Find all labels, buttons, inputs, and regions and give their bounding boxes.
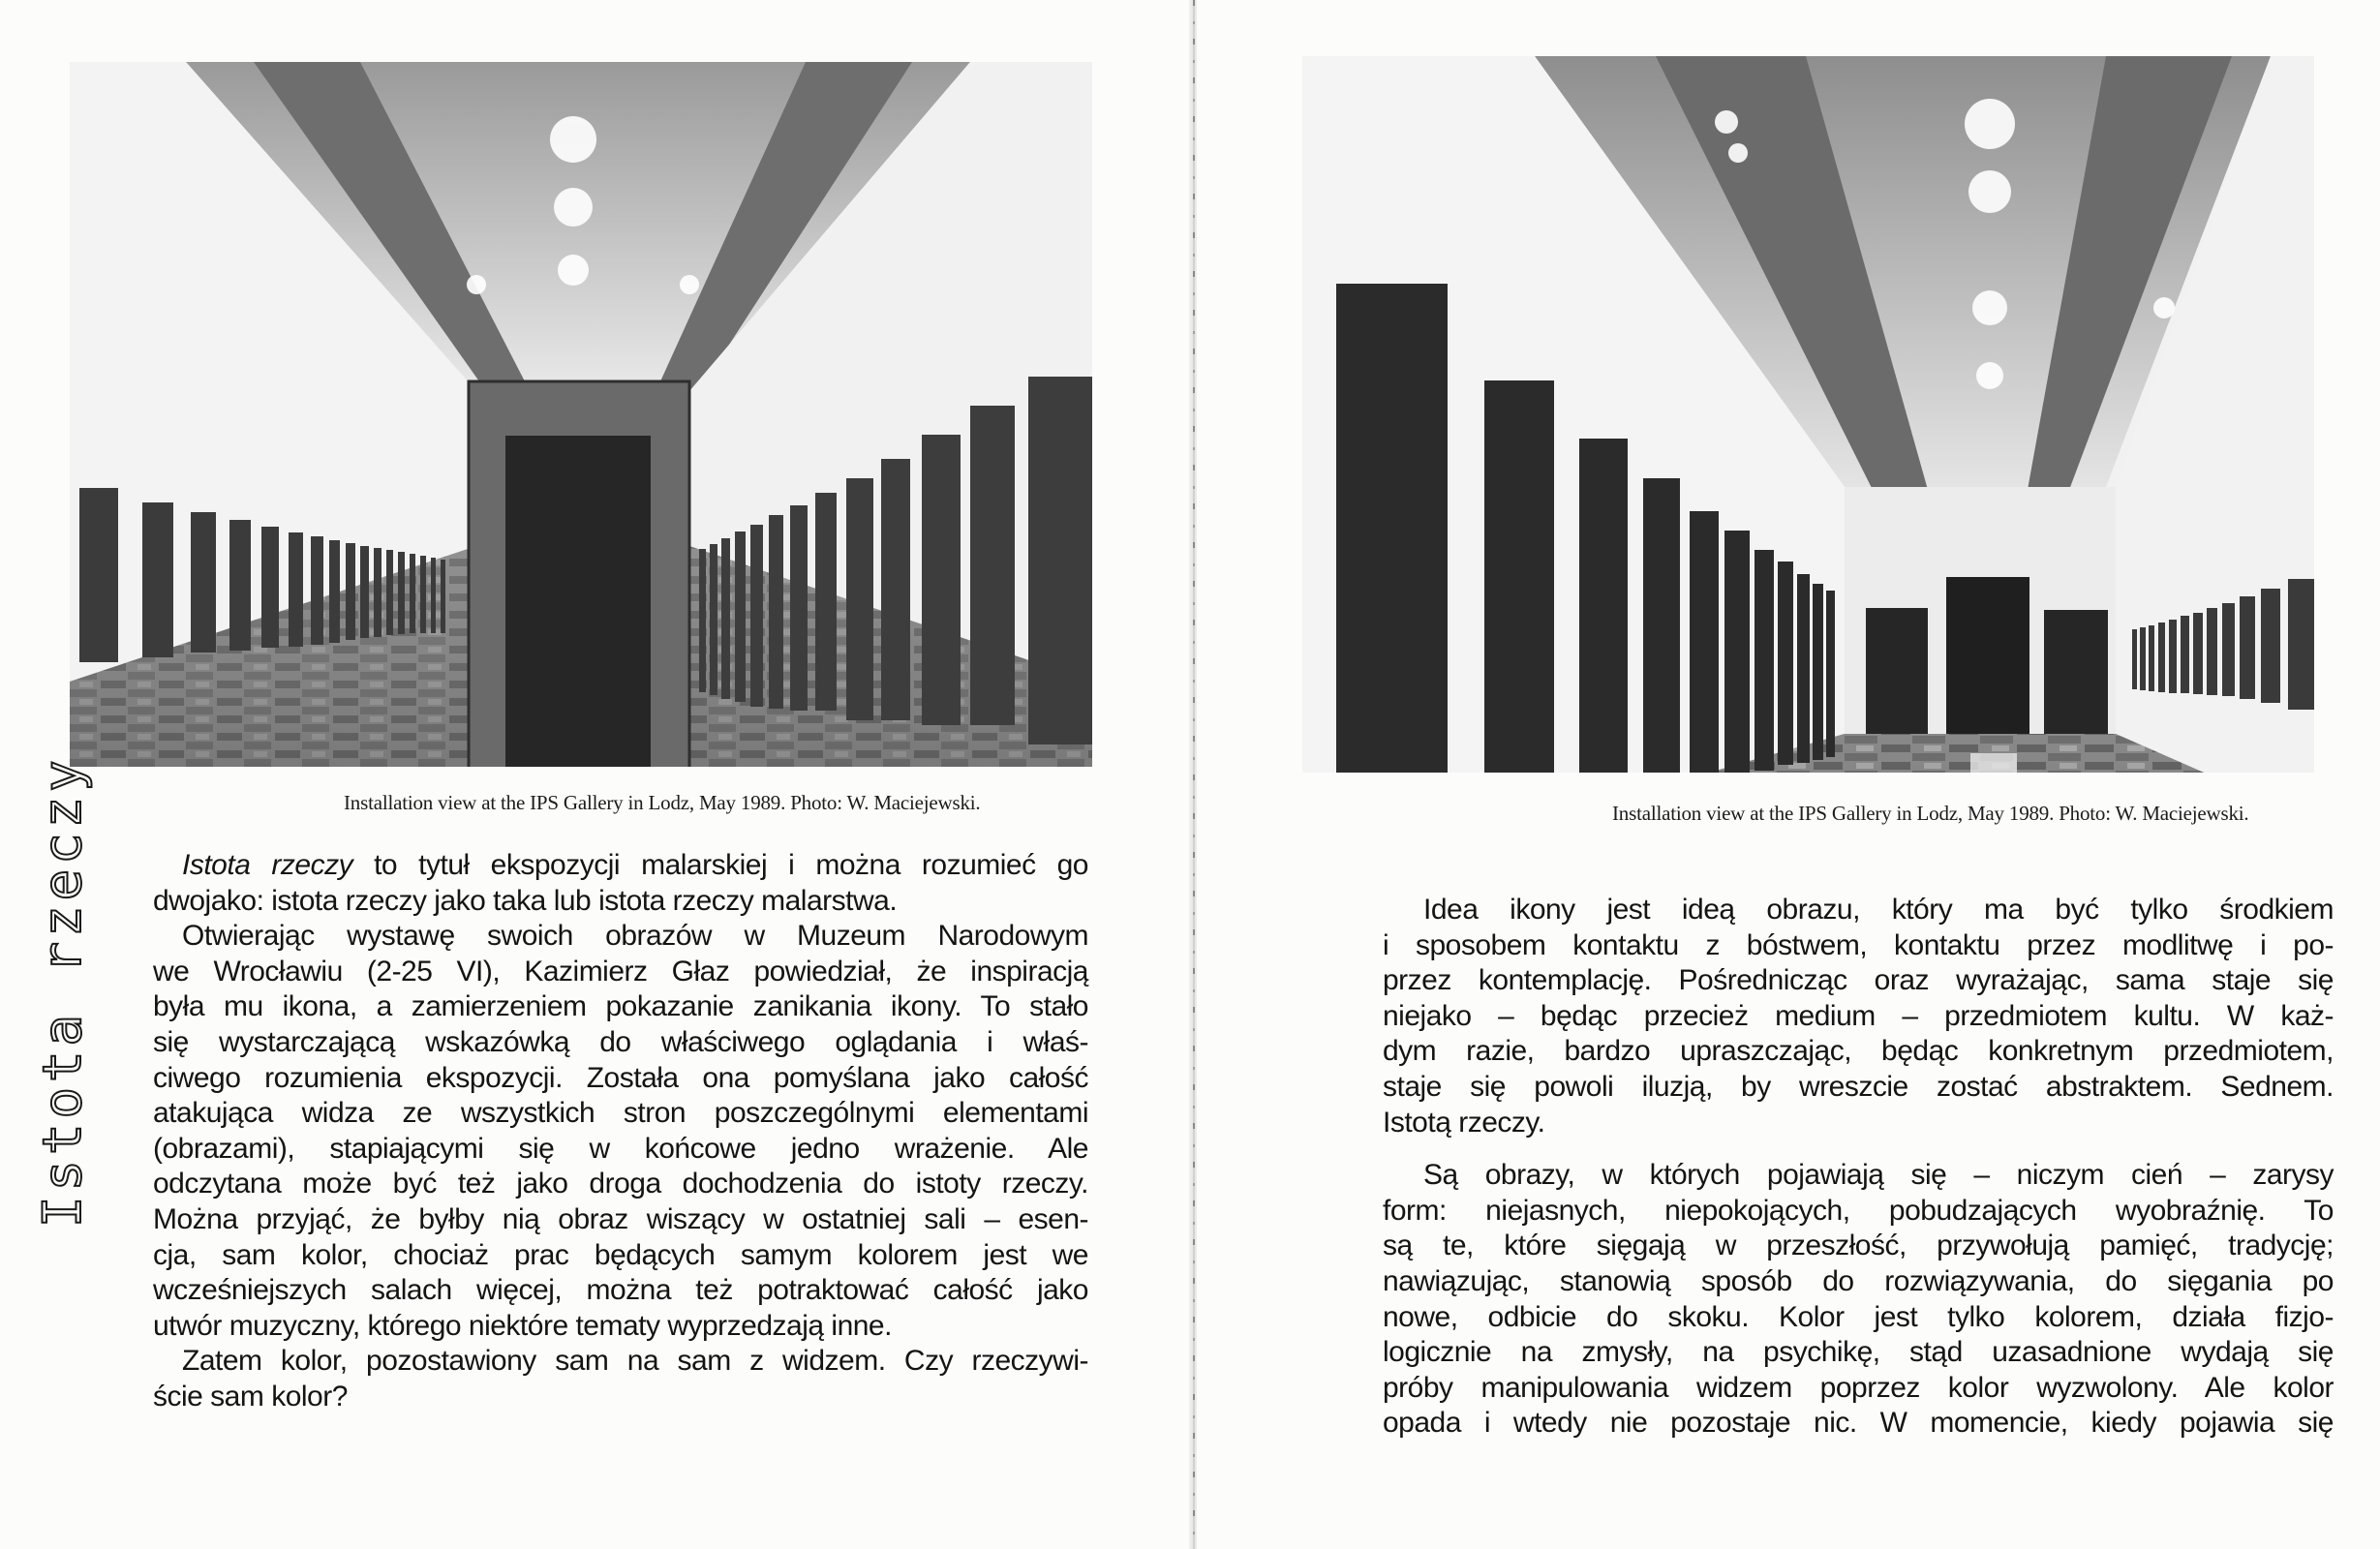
- body-text-right: [1383, 893, 2334, 1442]
- paragraph: [1383, 1158, 2334, 1442]
- paragraph: [1383, 893, 2334, 1140]
- text-line: opada i wtedy nie pozostaje nic. W momencie, kiedy pojawia się: [1383, 1407, 2334, 1440]
- paragraph: [153, 848, 1088, 919]
- text-line: we Wrocławiu (2-25 VI), Kazimierz Głaz powiedział, że inspiracją: [153, 955, 1088, 987]
- gallery-photo-left-drawing: [70, 62, 1092, 767]
- gallery-photo-right: [1302, 56, 2314, 773]
- text-line: dym razie, bardzo upraszczając, będąc konkretnym przedmiotem,: [1383, 1035, 2334, 1068]
- text-line: przez kontemplację. Pośrednicząc oraz wyrażając, sama staje się: [1383, 964, 2334, 997]
- text-line: utwór muzyczny, którego niektóre tematy wyprzedzają inne.: [153, 1309, 892, 1342]
- text-line: odczytana może być też jako droga dochodzenia do istoty rzeczy.: [153, 1168, 1088, 1200]
- text-line: staje się powoli iluzją, by wreszcie zostać abstraktem. Sednem.: [1383, 1070, 2334, 1103]
- text-line: próby manipulowania widzem poprzez kolor wyzwolony. Ale kolor: [1383, 1371, 2334, 1404]
- body-text-left: [153, 848, 1088, 1415]
- text-line: była mu ikona, a zamierzeniem pokazanie zanikania ikony. To stało: [153, 990, 1088, 1023]
- text-line: nawiązując, stanowią sposób do rozwiązywania, do sięgania po: [1383, 1264, 2334, 1297]
- text-line: logicznie na zmysły, na psychikę, stąd uzasadnione wydają się: [1383, 1336, 2334, 1369]
- paragraph: [153, 1344, 1088, 1414]
- gallery-photo-left: [70, 62, 1092, 767]
- vertical-section-title: Istota rzeczy: [32, 755, 93, 1228]
- paragraph: [153, 919, 1088, 1344]
- text-line: Idea ikony jest ideą obrazu, który ma być tylko środkiem: [1423, 894, 2334, 926]
- text-line: i sposobem kontaktu z bóstwem, kontaktu przez modlitwę i po-: [1383, 928, 2334, 961]
- gallery-photo-right-drawing: [1302, 56, 2314, 773]
- text-line: nowe, odbicie do skoku. Kolor jest tylko kolorem, działa fizjo-: [1383, 1300, 2334, 1333]
- text-line: cja, sam kolor, chociaż prac będących samym kolorem jest we: [153, 1238, 1088, 1271]
- text-line: są te, które sięgają w przeszłość, przywołują pamięć, tradycję;: [1383, 1230, 2334, 1262]
- text-line: niejako – będąc przecież medium – przedmiotem kultu. W każ-: [1383, 999, 2334, 1032]
- text-line: Otwierając wystawę swoich obrazów w Muzeum Narodowym: [182, 920, 1088, 953]
- text-line: wcześniejszych salach więcej, można też potraktować całość jako: [153, 1274, 1088, 1307]
- text-line: się wystarczającą wskazówką do właściwego oglądania i właś-: [153, 1025, 1088, 1058]
- text-line: Można przyjąć, że byłby nią obraz wiszący w ostatniej sali – esen-: [153, 1202, 1088, 1235]
- text-line: (obrazami), stapiającymi się w końcowe jedno wrażenie. Ale: [153, 1132, 1088, 1165]
- photo-caption-right: Installation view at the IPS Gallery in Lodz, May 1989. Photo: W. Maciejewski.: [1612, 802, 2249, 825]
- text-line: Istotą rzeczy.: [1383, 1106, 1545, 1139]
- text-line: ście sam kolor?: [153, 1380, 348, 1412]
- text-line: Istota rzeczy to tytuł ekspozycji malarskiej i można rozumieć go: [182, 849, 1088, 881]
- italic-title: Istota rzeczy: [182, 849, 353, 881]
- text-line: atakująca widza ze wszystkich stron poszczególnymi elementami: [153, 1097, 1088, 1130]
- photo-caption-left: Installation view at the IPS Gallery in Lodz, May 1989. Photo: W. Maciejewski.: [344, 791, 981, 814]
- text-line: form: niejasnych, niepokojących, pobudzających wyobraźnię. To: [1383, 1194, 2334, 1227]
- text-line: Zatem kolor, pozostawiony sam na sam z widzem. Czy rzeczywi-: [182, 1345, 1088, 1378]
- text-line: Są obrazy, w których pojawiają się – niczym cień – zarysy: [1423, 1159, 2334, 1192]
- text-line: ciwego rozumienia ekspozycji. Została ona pomyślana jako całość: [153, 1061, 1088, 1094]
- text-line: dwojako: istota rzeczy jako taka lub istota rzeczy malarstwa.: [153, 884, 898, 917]
- binding-stitch: [1193, 0, 1195, 1549]
